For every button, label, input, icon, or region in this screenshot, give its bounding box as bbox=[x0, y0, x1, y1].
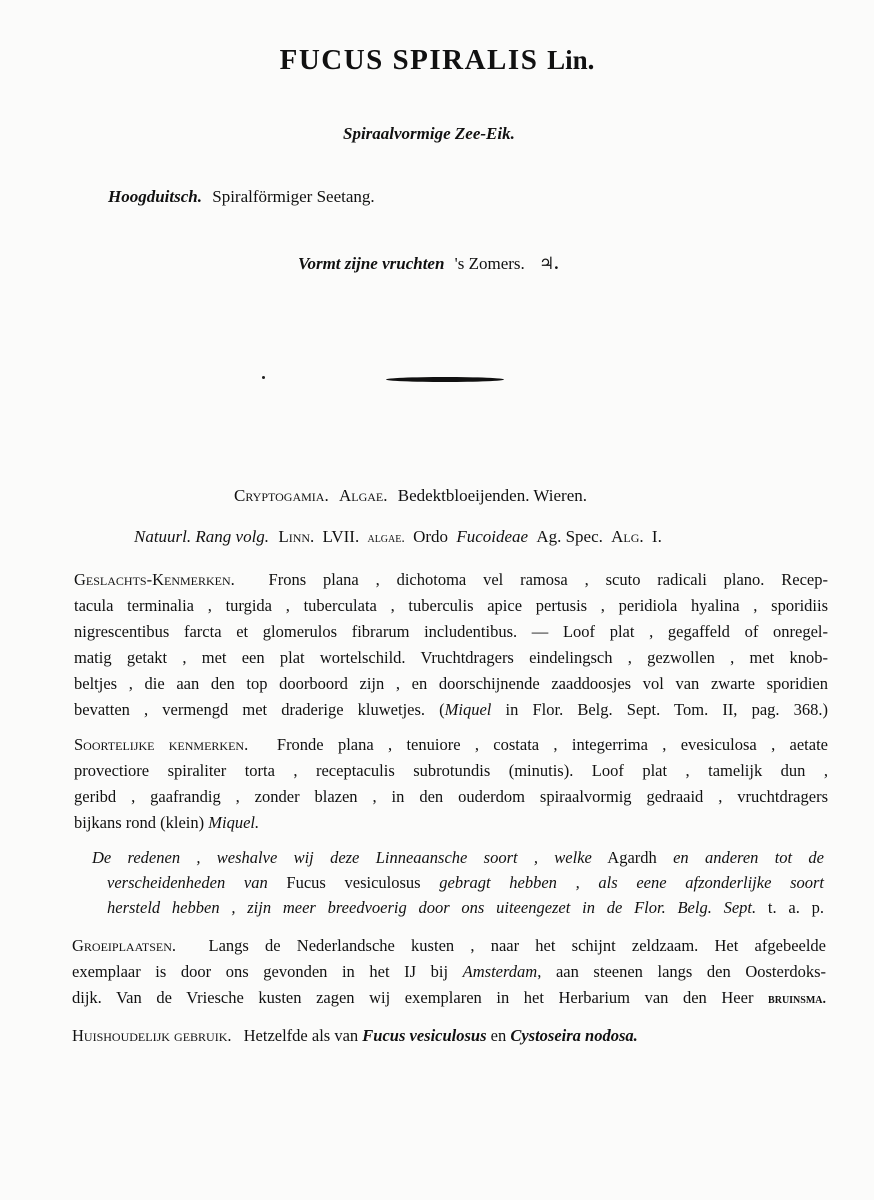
class-cryptogamia: Cryptogamia. bbox=[234, 486, 329, 505]
note-row bbox=[92, 870, 824, 895]
use-text: Hetzelfde als van bbox=[243, 1026, 359, 1045]
note-text: hersteld hebben , zijn meer breedvoerig door ons uiteengezet in de Flor. Belg. Sept. bbox=[107, 898, 757, 917]
german-name: Spiralförmiger Seetang. bbox=[212, 187, 375, 206]
species-row bbox=[74, 810, 828, 836]
habitat-text: dijk. Van de Vriesche kusten zagen wij exemplaren in het Herbarium van den Heer bbox=[72, 988, 754, 1007]
habitat-place: Amsterdam bbox=[462, 962, 538, 981]
habitat-text: , aan steenen langs den Oosterdoks- bbox=[537, 962, 826, 981]
habitat-text: exemplaar is door ons gevonden in het IJ bij bbox=[72, 962, 449, 981]
note-text: gebragt hebben , als eene afzonderlijke soort bbox=[439, 873, 825, 892]
class-dutch: Bedektbloeijenden. Wieren. bbox=[397, 486, 587, 505]
fruiting-line bbox=[298, 254, 559, 274]
species-author: Lin. bbox=[547, 45, 595, 75]
note-row bbox=[92, 895, 824, 920]
species-name: FUCUS SPIRALIS bbox=[279, 44, 539, 76]
perennial-symbol: ♃. bbox=[539, 254, 559, 273]
use-conj: en bbox=[490, 1026, 507, 1045]
genus-row: bevatten , vermengd met draderige kluwetjes. (Miquel in Flor. Belg. Sept. Tom. II, pag. 368.) bbox=[74, 700, 829, 719]
classification-line-2 bbox=[134, 527, 662, 547]
note-text: De redenen , weshalve wij deze Linneaansche soort , welke bbox=[92, 848, 592, 867]
species-heading: Soortelijke kenmerken. bbox=[74, 735, 249, 754]
genus-heading: Geslachts-Kenmerken. bbox=[74, 570, 235, 589]
class-algae: Algae. bbox=[338, 486, 388, 505]
german-label: Hoogduitsch. bbox=[108, 187, 202, 206]
household-use-line bbox=[72, 1026, 638, 1046]
habitat-row bbox=[72, 933, 826, 959]
genus-row-text: bevatten , vermengd met draderige kluwetjes. bbox=[74, 700, 426, 719]
species-row: provectiore spiraliter torta , receptaculis subrotundis (minutis). Loof plat , tamelijk dun , bbox=[74, 761, 828, 780]
spec-label: Ag. Spec. bbox=[536, 527, 603, 546]
linn-label: Linn. bbox=[278, 527, 315, 546]
classification-line-1 bbox=[234, 486, 587, 506]
species-characters bbox=[74, 732, 828, 836]
species-row-text: bijkans rond (klein) bbox=[74, 813, 205, 832]
page-title bbox=[0, 44, 874, 77]
habitat-paragraph bbox=[72, 933, 826, 1013]
note-ref: t. a. p. bbox=[767, 898, 824, 917]
german-name-line bbox=[108, 187, 375, 207]
genus-row: tacula terminalia , turgida , tuberculata , tuberculis apice pertusis , peridiola hyalina , sporidiis bbox=[74, 596, 828, 615]
note-text: verscheidenheden van bbox=[107, 873, 268, 892]
use-species-1: Fucus vesiculosus bbox=[362, 1026, 487, 1045]
alg-number: I. bbox=[651, 527, 662, 546]
species-row-text: Fronde plana , tenuiore , costata , integerrima , evesiculosa , aetate bbox=[276, 735, 828, 754]
dutch-name: Spiraalvormige Zee-Eik. bbox=[343, 124, 515, 143]
use-species-2: Cystoseira nodosa. bbox=[510, 1026, 638, 1045]
fruiting-text: Vormt zijne vruchten bbox=[298, 254, 445, 273]
rank-number: LVII. bbox=[322, 527, 360, 546]
habitat-row bbox=[72, 985, 826, 1013]
species-row: geribd , gaafrandig , zonder blazen , in den ouderdom spiraalvormig gedraaid , vruchtdragers bbox=[74, 787, 828, 806]
note-species: Fucus vesiculosus bbox=[286, 873, 421, 892]
species-row bbox=[74, 732, 828, 758]
order-name: Fucoideae bbox=[456, 527, 529, 546]
genus-row-text: Frons plana , dichotoma vel ramosa , scuto radicali plano. Recep- bbox=[268, 570, 829, 589]
habitat-text: Langs de Nederlandsche kusten , naar het schijnt zeldzaam. Het afgebeelde bbox=[208, 936, 826, 955]
genus-row: beltjes , die aan den top doorboord zijn , en doorschijnende zaaddoosjes vol van zwarte sporidien bbox=[74, 674, 828, 693]
section-divider bbox=[386, 377, 504, 382]
genus-row: matig getakt , met een plat wortelschild. Vruchtdragers eindelingsch , gezwollen , met knob- bbox=[74, 648, 828, 667]
ordo-label: Ordo bbox=[413, 527, 449, 546]
habitat-row bbox=[72, 959, 826, 985]
genus-ref-author: Miquel bbox=[444, 700, 492, 719]
ink-dot bbox=[262, 376, 265, 379]
genus-row: nigrescentibus farcta et glomerulos fibrarum includentibus. — Loof plat , gegaffeld of onregel- bbox=[74, 622, 828, 641]
species-author: Miquel. bbox=[208, 813, 260, 832]
note-paragraph bbox=[92, 845, 824, 920]
note-row bbox=[92, 845, 824, 870]
note-author: Agardh bbox=[607, 848, 657, 867]
rank-label: Natuurl. Rang volg. bbox=[134, 527, 270, 546]
use-heading: Huishoudelijk gebruik. bbox=[72, 1026, 232, 1045]
note-text: en anderen tot de bbox=[673, 848, 825, 867]
habitat-person: bruinsma. bbox=[768, 992, 826, 1007]
alg-label: Alg. bbox=[611, 527, 644, 546]
genus-row bbox=[74, 567, 828, 593]
genus-ref: in Flor. Belg. Sept. Tom. II, pag. 368.) bbox=[505, 700, 829, 719]
habitat-heading: Groeiplaatsen. bbox=[72, 936, 177, 955]
fruiting-season: 's Zomers. bbox=[454, 254, 525, 273]
algae-label: algae. bbox=[367, 531, 405, 546]
genus-characters bbox=[74, 567, 828, 723]
